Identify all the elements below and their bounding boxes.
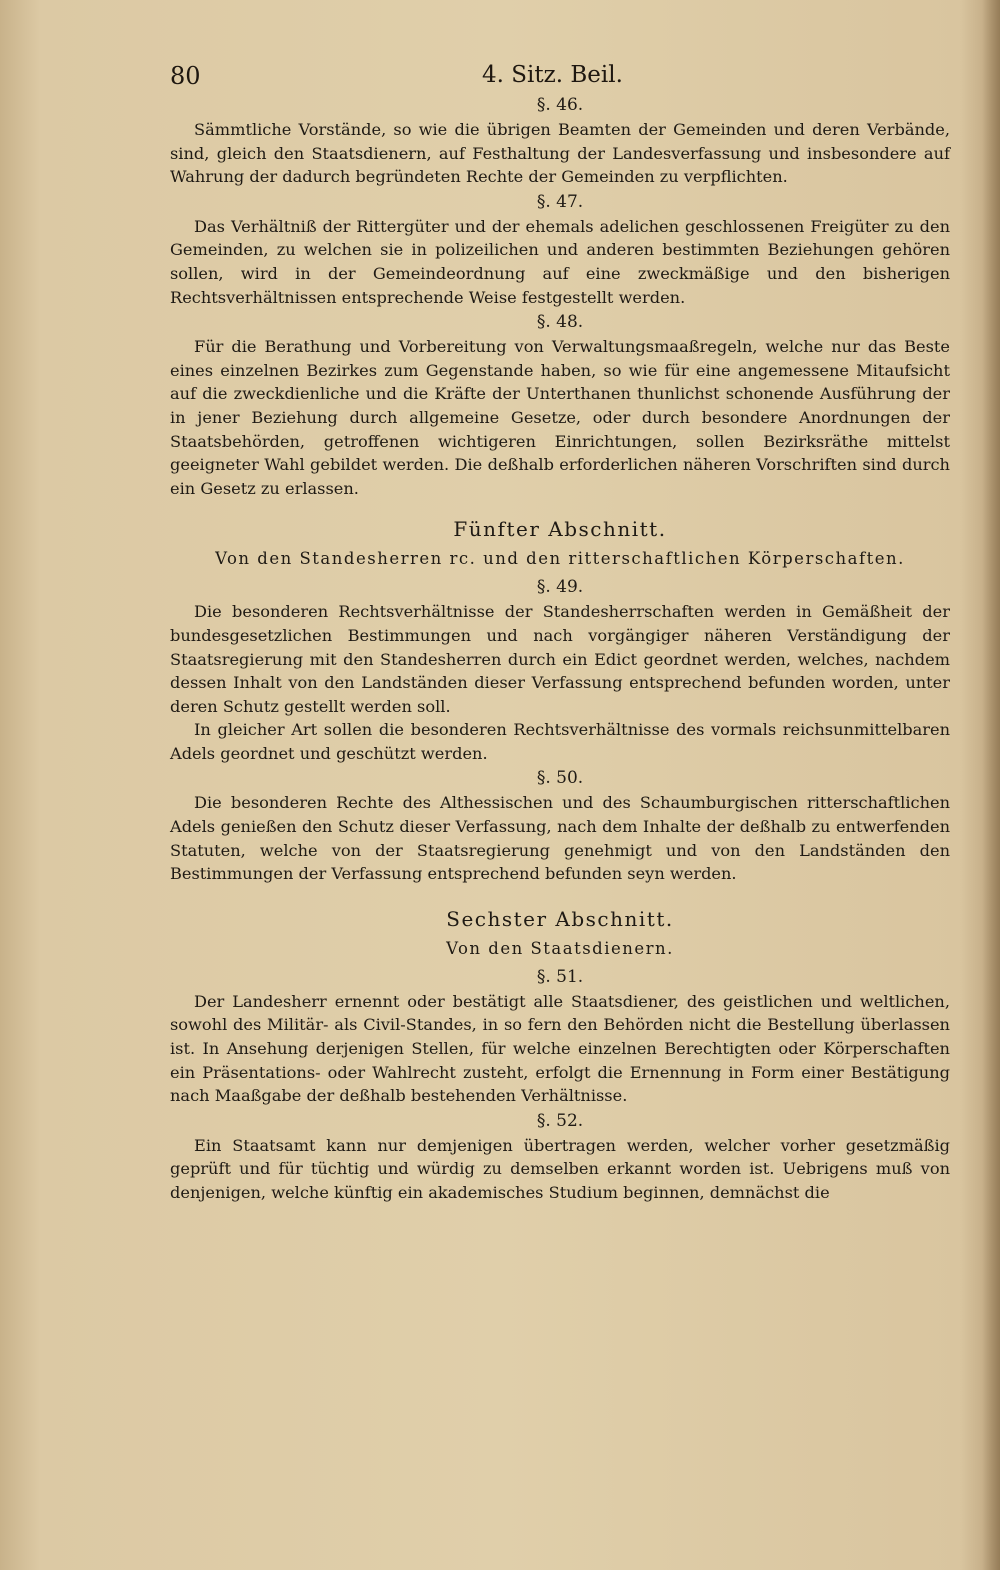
section-48-text: Für die Berathung und Vorbereitung von Verwaltungsmaaßregeln, welche nur das Beste eines einzelnen Bezirkes zum Gegenstande haben, so wie für eine angemessene Mitaufsicht auf die zweckdienliche und die Kräfte der Unterthanen thunlichst schonende Ausführung der in jener Beziehung durch allgemeine Gesetze, oder durch besondere Anordnungen der Staatsbehörden, getroffenen wichtigeren Einrichtungen, sollen Bezirksräthe mittelst geeigneter Wahl gebildet werden. Die deßhalb erforderlichen näheren Vorschriften sind durch ein Gesetz zu erlassen.	[170, 337, 950, 498]
section-46-text: Sämmtliche Vorstände, so wie die übrigen Beamten der Gemeinden und deren Verbände, sind, gleich den Staatsdienern, auf Festhaltung der Landesverfassung und insbesondere auf Wahrung der dadurch begründeten Rechte der Gemeinden zu verpflichten.	[170, 120, 950, 187]
body-text	[170, 92, 950, 1205]
page-header	[170, 62, 950, 96]
chapter-6-subtitle: Von den Staatsdienern.	[446, 938, 674, 958]
section-49-text-2: In gleicher Art sollen die besonderen Rechtsverhältnisse des vormals reichsunmittelbaren Adels geordnet und geschützt werden.	[170, 720, 950, 763]
section-49-label: §. 49.	[536, 577, 584, 598]
section-52-label: §. 52.	[536, 1110, 584, 1131]
section-50-text: Die besonderen Rechte des Althessischen und des Schaumburgischen ritterschaftlichen Adels genießen den Schutz dieser Verfassung, nach dem Inhalte der deßhalb zu entwerfenden Statuten, welche von der Staatsregierung genehmigt und von den Landständen den Bestimmungen der Verfassung entsprechend befunden seyn werden.	[170, 793, 950, 884]
chapter-5-title: Fünfter Abschnitt.	[453, 517, 667, 542]
chapter-5-subtitle: Von den Standesherren rc. und den ritterschaftlichen Körperschaften.	[215, 549, 905, 569]
page-edge-shadow	[982, 0, 1000, 1570]
section-52-text: Ein Staatsamt kann nur demjenigen übertragen werden, welcher vorher gesetzmäßig geprüft und für tüchtig und würdig zu demselben erkannt worden ist. Uebrigens muß von denjenigen, welche künftig ein akademisches Studium beginnen, demnächst die	[170, 1135, 950, 1202]
spacer	[170, 886, 950, 890]
chapter-6-title: Sechster Abschnitt.	[446, 906, 674, 931]
section-49-text-1: Die besonderen Rechtsverhältnisse der Standesherrschaften werden in Gemäßheit der bundesgesetzlichen Bestimmungen und nach vorgängiger näheren Verständigung der Staatsregierung mit den Standesherren durch ein Edict geordnet werden, welches, nachdem dessen Inhalt von den Landständen dieser Verfassung entsprechend befunden worden, unter deren Schutz gestellt werden soll.	[170, 602, 950, 716]
section-46-label: §. 46.	[536, 95, 584, 115]
section-48-label: §. 48.	[536, 312, 584, 333]
section-51-label: §. 51.	[536, 966, 584, 987]
section-50-label: §. 50.	[536, 768, 584, 789]
running-head: 4. Sitz. Beil.	[482, 62, 623, 88]
page-number: 80	[170, 62, 201, 90]
section-47-label: §. 47.	[536, 191, 584, 212]
section-47-text: Das Verhältniß der Rittergüter und der ehemals adelichen geschlossenen Freigüter zu den Gemeinden, zu welchen sie in polizeilichen und anderen bestimmten Beziehungen gehören sollen, wird in der Gemeindeordnung auf eine zweckmäßige und den bisherigen Rechtsverhältnissen entsprechende Weise festgestellt werden.	[170, 216, 950, 307]
section-51-text: Der Landesherr ernennt oder bestätigt alle Staatsdiener, des geistlichen und weltlichen, sowohl des Militär- als Civil-Standes, in so fern den Behörden nicht die Bestellung überlassen ist. In Ansehung derjenigen Stellen, für welche einzelnen Berechtigten oder Körperschaften ein Präsentations- oder Wahlrecht zusteht, erfolgt die Ernennung in Form einer Bestätigung nach Maaßgabe der deßhalb bestehenden Verhältnisse.	[170, 991, 950, 1106]
